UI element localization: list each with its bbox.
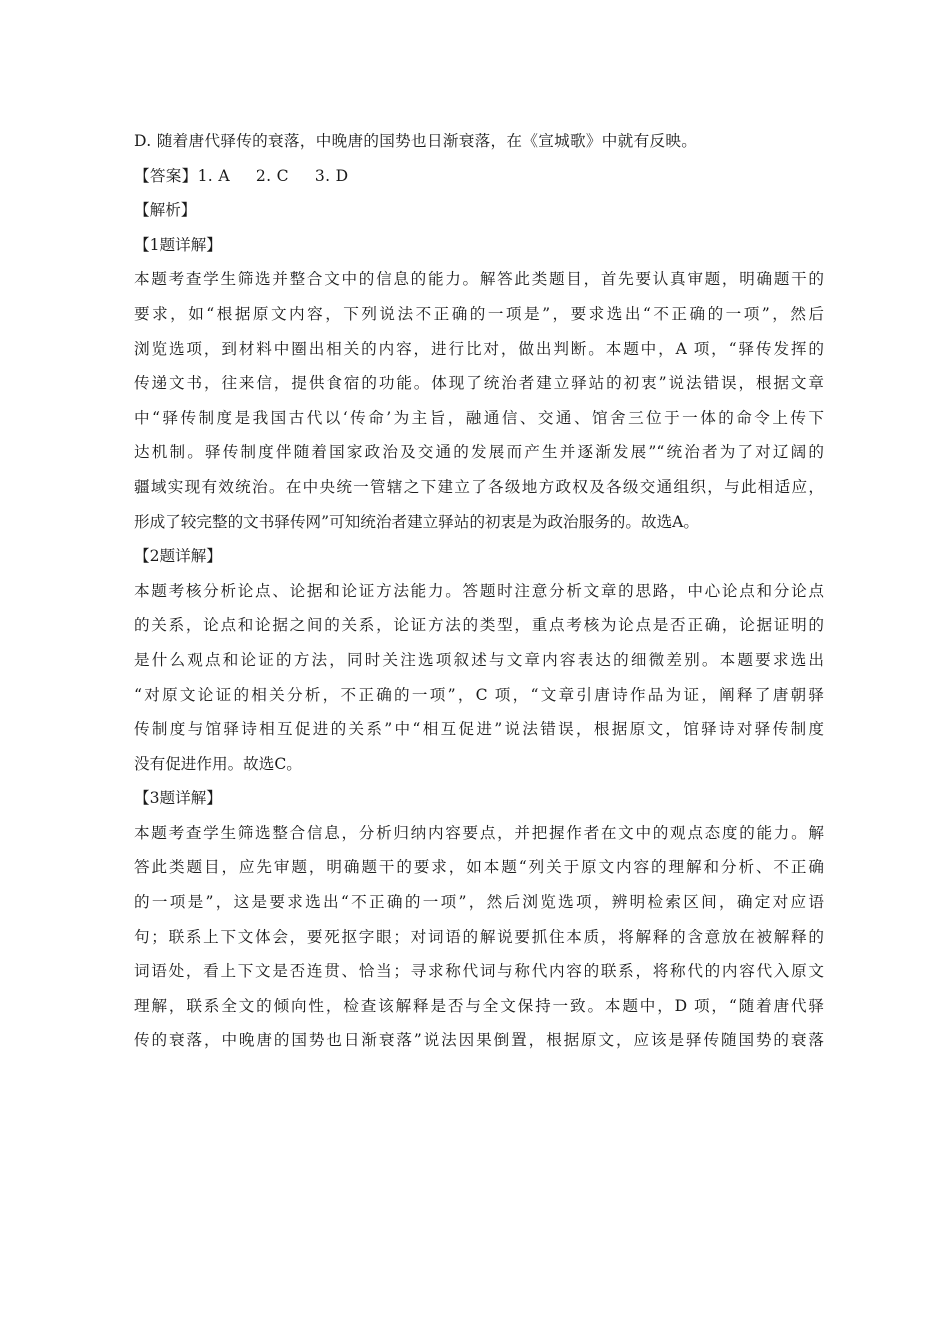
document-page xyxy=(134,124,824,1058)
option-d-text: D. 随着唐代驿传的衰落，中晚唐的国势也日渐衰落，在《宣城歌》中就有反映。 xyxy=(134,132,698,150)
answer-line xyxy=(134,159,824,194)
paragraph-line: 是什么观点和论证的方法，同时关注选项叙述与文章内容表达的细微差别。本题要求选出 xyxy=(134,650,824,669)
q2-heading: 【2题详解】 xyxy=(134,547,222,566)
q1-heading: 【1题详解】 xyxy=(134,235,222,254)
paragraph-line: 的一项是”，这是要求选出“不正确的一项”，然后浏览选项，辨明检索区间，确定对应语 xyxy=(134,893,824,912)
paragraph-line: 传的衰落，中晚唐的国势也日渐衰落”说法因果倒置，根据原文，应该是驿传随国势的衰落 xyxy=(134,1031,824,1050)
paragraph-line: 词语处，看上下文是否连贯、恰当；寻求称代词与称代内容的联系，将称代的内容代入原文 xyxy=(134,962,824,981)
q3-paragraph xyxy=(134,816,824,1058)
paragraph-line: “对原文论证的相关分析，不正确的一项”，C 项，“文章引唐诗作品为证，阐释了唐朝驿 xyxy=(134,685,824,704)
q2-paragraph xyxy=(134,574,824,782)
paragraph-line: 形成了较完整的文书驿传网”可知统治者建立驿站的初衷是为政治服务的。故选A。 xyxy=(134,512,700,531)
answer-label: 【答案】 xyxy=(134,166,198,185)
paragraph-line: 疆域实现有效统治。在中央统一管辖之下建立了各级地方政权及各级交通组织，与此相适应， xyxy=(134,477,824,496)
paragraph-line: 答此类题目，应先审题，明确题干的要求，如本题“列关于原文内容的理解和分析、不正确 xyxy=(134,858,824,877)
paragraph-line: 浏览选项，到材料中圈出相关的内容，进行比对，做出判断。本题中，A 项，“驿传发挥的 xyxy=(134,339,824,358)
paragraph-line: 本题考查学生筛选并整合文中的信息的能力。解答此类题目，首先要认真审题，明确题干的 xyxy=(134,270,824,289)
paragraph-line: 句；联系上下文体会，要死抠字眼；对词语的解说要抓住本质，将解释的含意放在被解释的 xyxy=(134,927,824,946)
q1-paragraph xyxy=(134,262,824,539)
answer-item: 1. A xyxy=(197,166,230,185)
paragraph-line: 要求，如“根据原文内容，下列说法不正确的一项是”，要求选出“不正确的一项”，然后 xyxy=(134,304,824,323)
answer-item: 3. D xyxy=(314,166,349,185)
analysis-label: 【解析】 xyxy=(134,201,197,220)
paragraph-line: 传递文书，往来信，提供食宿的功能。体现了统治者建立驿站的初衷”说法错误，根据文章 xyxy=(134,374,824,393)
paragraph-line: 中“驿传制度是我国古代以‘传命’为主旨，融通信、交通、馆舍三位于一体的命令上传下 xyxy=(134,408,824,427)
paragraph-line: 的关系，论点和论据之间的关系，论证方法的类型，重点考核为论点是否正确，论据证明的 xyxy=(134,616,824,635)
paragraph-line: 没有促进作用。故选C。 xyxy=(134,754,302,773)
paragraph-line: 本题考核分析论点、论据和论证方法能力。答题时注意分析文章的思路，中心论点和分论点 xyxy=(134,581,824,600)
paragraph-line: 本题考查学生筛选整合信息，分析归纳内容要点，并把握作者在文中的观点态度的能力。解 xyxy=(134,823,824,842)
paragraph-line: 达机制。驿传制度伴随着国家政治及交通的发展而产生并逐渐发展”“统治者为了对辽阔的 xyxy=(134,443,824,462)
paragraph-line: 传制度与馆驿诗相互促进的关系”中“相互促进”说法错误，根据原文，馆驿诗对驿传制度 xyxy=(134,720,824,739)
q3-heading: 【3题详解】 xyxy=(134,789,222,808)
answer-item: 2. C xyxy=(255,166,289,185)
paragraph-line: 理解，联系全文的倾向性，检查该解释是否与全文保持一致。本题中，D 项，“随着唐代驿 xyxy=(134,996,824,1015)
